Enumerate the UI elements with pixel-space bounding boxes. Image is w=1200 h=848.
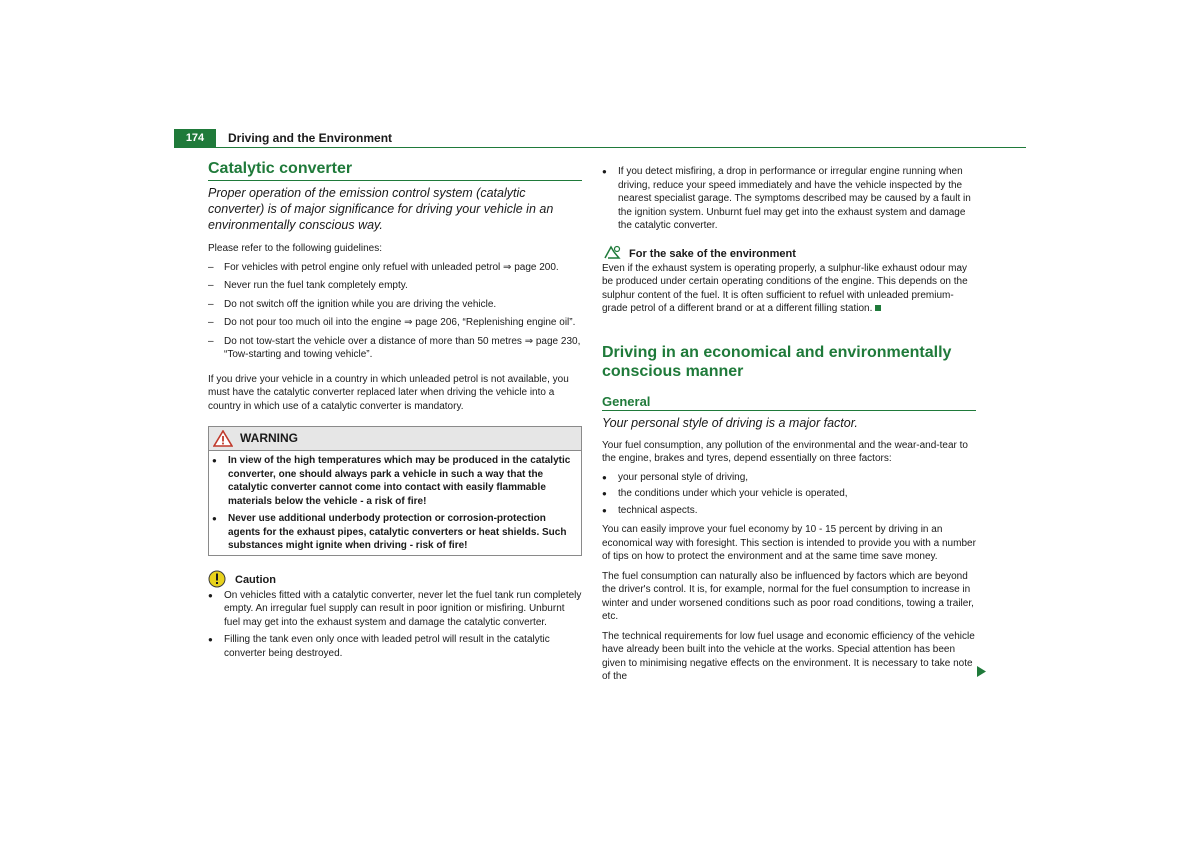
paragraph: The technical requirements for low fuel usage and economic efficiency of the vehicle have already been built into the vehicle at the works. Special attention has been given to minimising negative effects on the environment. It is necessary to take note of the [602, 630, 975, 682]
list-item: ● technical aspects. [602, 504, 976, 518]
section-title-line: conscious manner [602, 362, 744, 380]
warning-triangle-icon [213, 430, 233, 452]
warning-item: ● Never use additional underbody protection or corrosion-protection agents for the exhaust pipes, catalytic converters or heat shields. Such substances might ignite when driving - risk of fire! [212, 512, 577, 553]
list-item: – For vehicles with petrol engine only refuel with unleaded petrol ⇒ page 200. [208, 261, 582, 275]
list-item: – Do not switch off the ignition while you are driving the vehicle. [208, 298, 582, 312]
caution-item: ● On vehicles fitted with a catalytic converter, never let the fuel tank run completely empty. An irregular fuel supply can result in poor ignition or misfiring. Unburnt fuel may get into the exhaust system and damage the catalytic converter. [208, 589, 582, 630]
misfire-item: ● If you detect misfiring, a drop in performance or irregular engine running when driving, reduce your speed immediately and have the vehicle inspected by the nearest specialist garage. The symptoms described may be caused by a fault in the ignition system. Unburnt fuel may get into the exhaust system and damage the catalytic converter. [602, 165, 976, 233]
paragraph: Your fuel consumption, any pollution of the environmental and the wear-and-tear to the engine, brakes and tyres, depend essentially on three factors: [602, 439, 968, 464]
subsection-title: General [602, 394, 976, 411]
warning-body [209, 451, 581, 555]
left-column [208, 160, 582, 660]
list-item: – Never run the fuel tank completely empty. [208, 279, 582, 293]
environment-title: For the sake of the environment [629, 247, 796, 260]
subsection-intro: Your personal style of driving is a major factor. [602, 415, 858, 430]
factor-list [602, 471, 976, 518]
paragraph: The fuel consumption can naturally also be influenced by factors which are beyond the driver's control. It is, for example, normal for the fuel consumption to increase in winter and under worsened conditions such as poor road conditions, towing a trailer, etc. [602, 570, 974, 622]
recycle-leaf-icon [602, 245, 622, 266]
section-title-line: Driving in an economical and environmentally [602, 343, 952, 361]
warning-box [208, 426, 582, 556]
unleaded-note: If you drive your vehicle in a country in which unleaded petrol is not available, you must have the catalytic converter replaced later when driving the vehicle into a country in which use of a catalytic converter is mandatory. [208, 373, 569, 412]
continue-arrow-icon [977, 664, 986, 682]
section-title-catalytic: Catalytic converter [208, 160, 582, 181]
paragraph: You can easily improve your fuel economy by 10 - 15 percent by driving in an economical way with foresight. This section is intended to provide you with a number of tips on how to protect the environment and at the same time save money. [602, 524, 976, 562]
caution-header [208, 570, 582, 588]
guideline-list [208, 261, 582, 362]
caution-item: ● Filling the tank even only once with leaded petrol will result in the catalytic converter being destroyed. [208, 633, 582, 660]
guidelines-lead: Please refer to the following guidelines: [208, 243, 382, 254]
economical-section [602, 343, 976, 684]
list-item: ● the conditions under which your vehicle is operated, [602, 487, 976, 501]
page-header [174, 129, 1026, 149]
chapter-title: Driving and the Environment [228, 131, 393, 145]
warning-title: WARNING [240, 431, 298, 445]
section-intro: Proper operation of the emission control system (catalytic converter) is of major significance for driving your vehicle in an environmentally conscious way. [208, 186, 554, 232]
environment-note [602, 245, 976, 316]
environment-header [602, 245, 976, 262]
environment-text-content: Even if the exhaust system is operating properly, a sulphur-like exhaust odour may be produced under certain operating conditions of the engine. This depends on the sulphur content of the fuel. It is often sufficient to refuel with unleaded premium-grade petrol of a different brand or at a different filling station. [602, 262, 968, 314]
section-title-economical [602, 343, 976, 381]
caution-section [208, 570, 582, 661]
page-number: 174 [174, 129, 216, 148]
warning-header [209, 427, 581, 451]
warning-item: ● In view of the high temperatures which may be produced in the catalytic converter, one should always park a vehicle in such a way that the catalytic converter cannot come into contact with easily flammable materials below the vehicle - a risk of fire! [212, 454, 577, 508]
section-end-marker [875, 305, 881, 311]
list-item: – Do not pour too much oil into the engine ⇒ page 206, “Replenishing engine oil”. [208, 316, 582, 330]
list-item: ● your personal style of driving, [602, 471, 976, 485]
caution-title: Caution [235, 573, 276, 586]
header-rule [216, 147, 1026, 148]
right-column [602, 165, 976, 684]
list-item: – Do not tow-start the vehicle over a distance of more than 50 metres ⇒ page 230, “Tow-starting and towing vehicle”. [208, 335, 582, 362]
environment-text [602, 262, 976, 316]
